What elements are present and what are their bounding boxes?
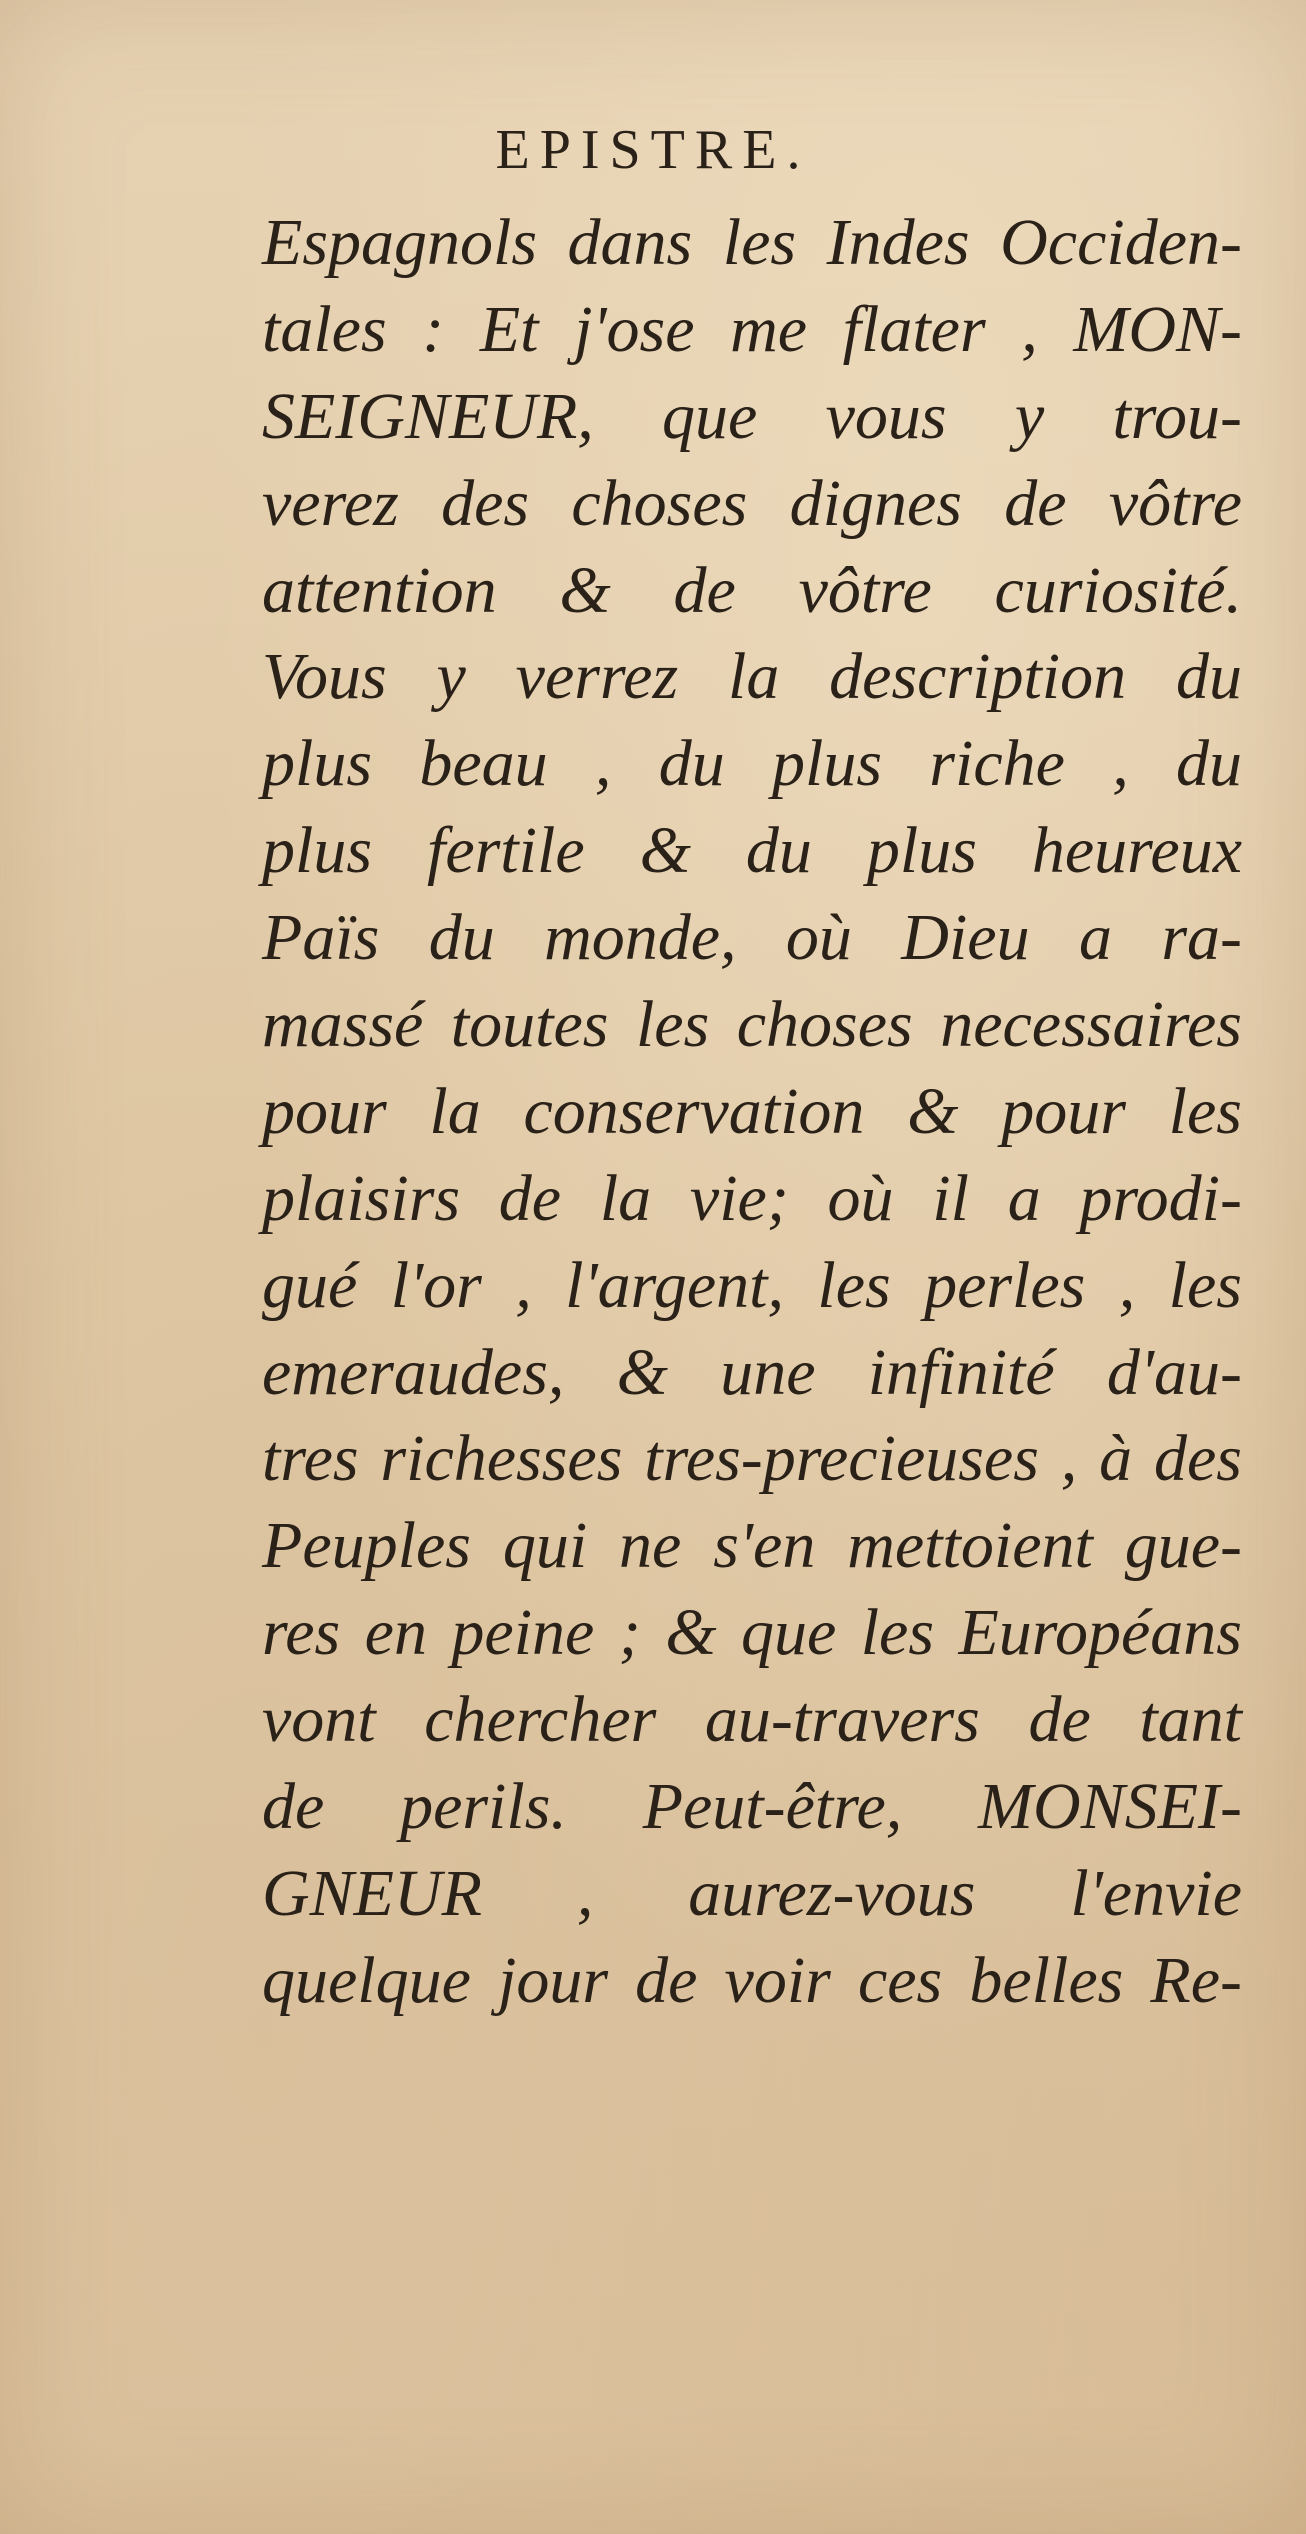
text-line: de perils. Peut-être, MONSEI- <box>262 1770 1242 1844</box>
text-line: Espagnols dans les Indes Occiden- <box>262 206 1242 279</box>
text-line: plus beau , du plus riche , du <box>262 727 1242 801</box>
text-line: gué l'or , l'argent, les perles , les <box>262 1248 1242 1322</box>
running-head: EPISTRE. <box>495 119 811 181</box>
text-line: quelque jour de voir ces belles Re- <box>262 1943 1242 2017</box>
text-line: Vous y verrez la description du <box>262 640 1242 714</box>
text-line: massé toutes les choses necessaires <box>262 988 1242 1062</box>
text-line: tres richesses tres-precieuses , à des <box>262 1422 1242 1496</box>
text-line: tales : Et j'ose me flater , MON- <box>262 292 1242 366</box>
text-line: pour la conservation & pour les <box>262 1074 1242 1148</box>
text-line: attention & de vôtre curiosité. <box>262 553 1242 627</box>
text-line: Païs du monde, où Dieu a ra- <box>262 901 1242 975</box>
text-line: vont chercher au-travers de tant <box>262 1683 1242 1757</box>
text-line: res en peine ; & que les Européans <box>262 1596 1242 1670</box>
text-line: GNEUR , aurez-vous l'envie <box>262 1856 1242 1930</box>
text-line: plus fertile & du plus heureux <box>262 814 1242 888</box>
text-line: verez des choses dignes de vôtre <box>262 466 1242 540</box>
text-line: Peuples qui ne s'en mettoient gue- <box>262 1509 1242 1583</box>
text-line: SEIGNEUR, que vous y trou- <box>262 379 1242 453</box>
text-line: plaisirs de la vie; où il a prodi- <box>262 1161 1242 1235</box>
text-line: emeraudes, & une infinité d'au- <box>262 1335 1242 1409</box>
body-text <box>262 200 1242 2025</box>
